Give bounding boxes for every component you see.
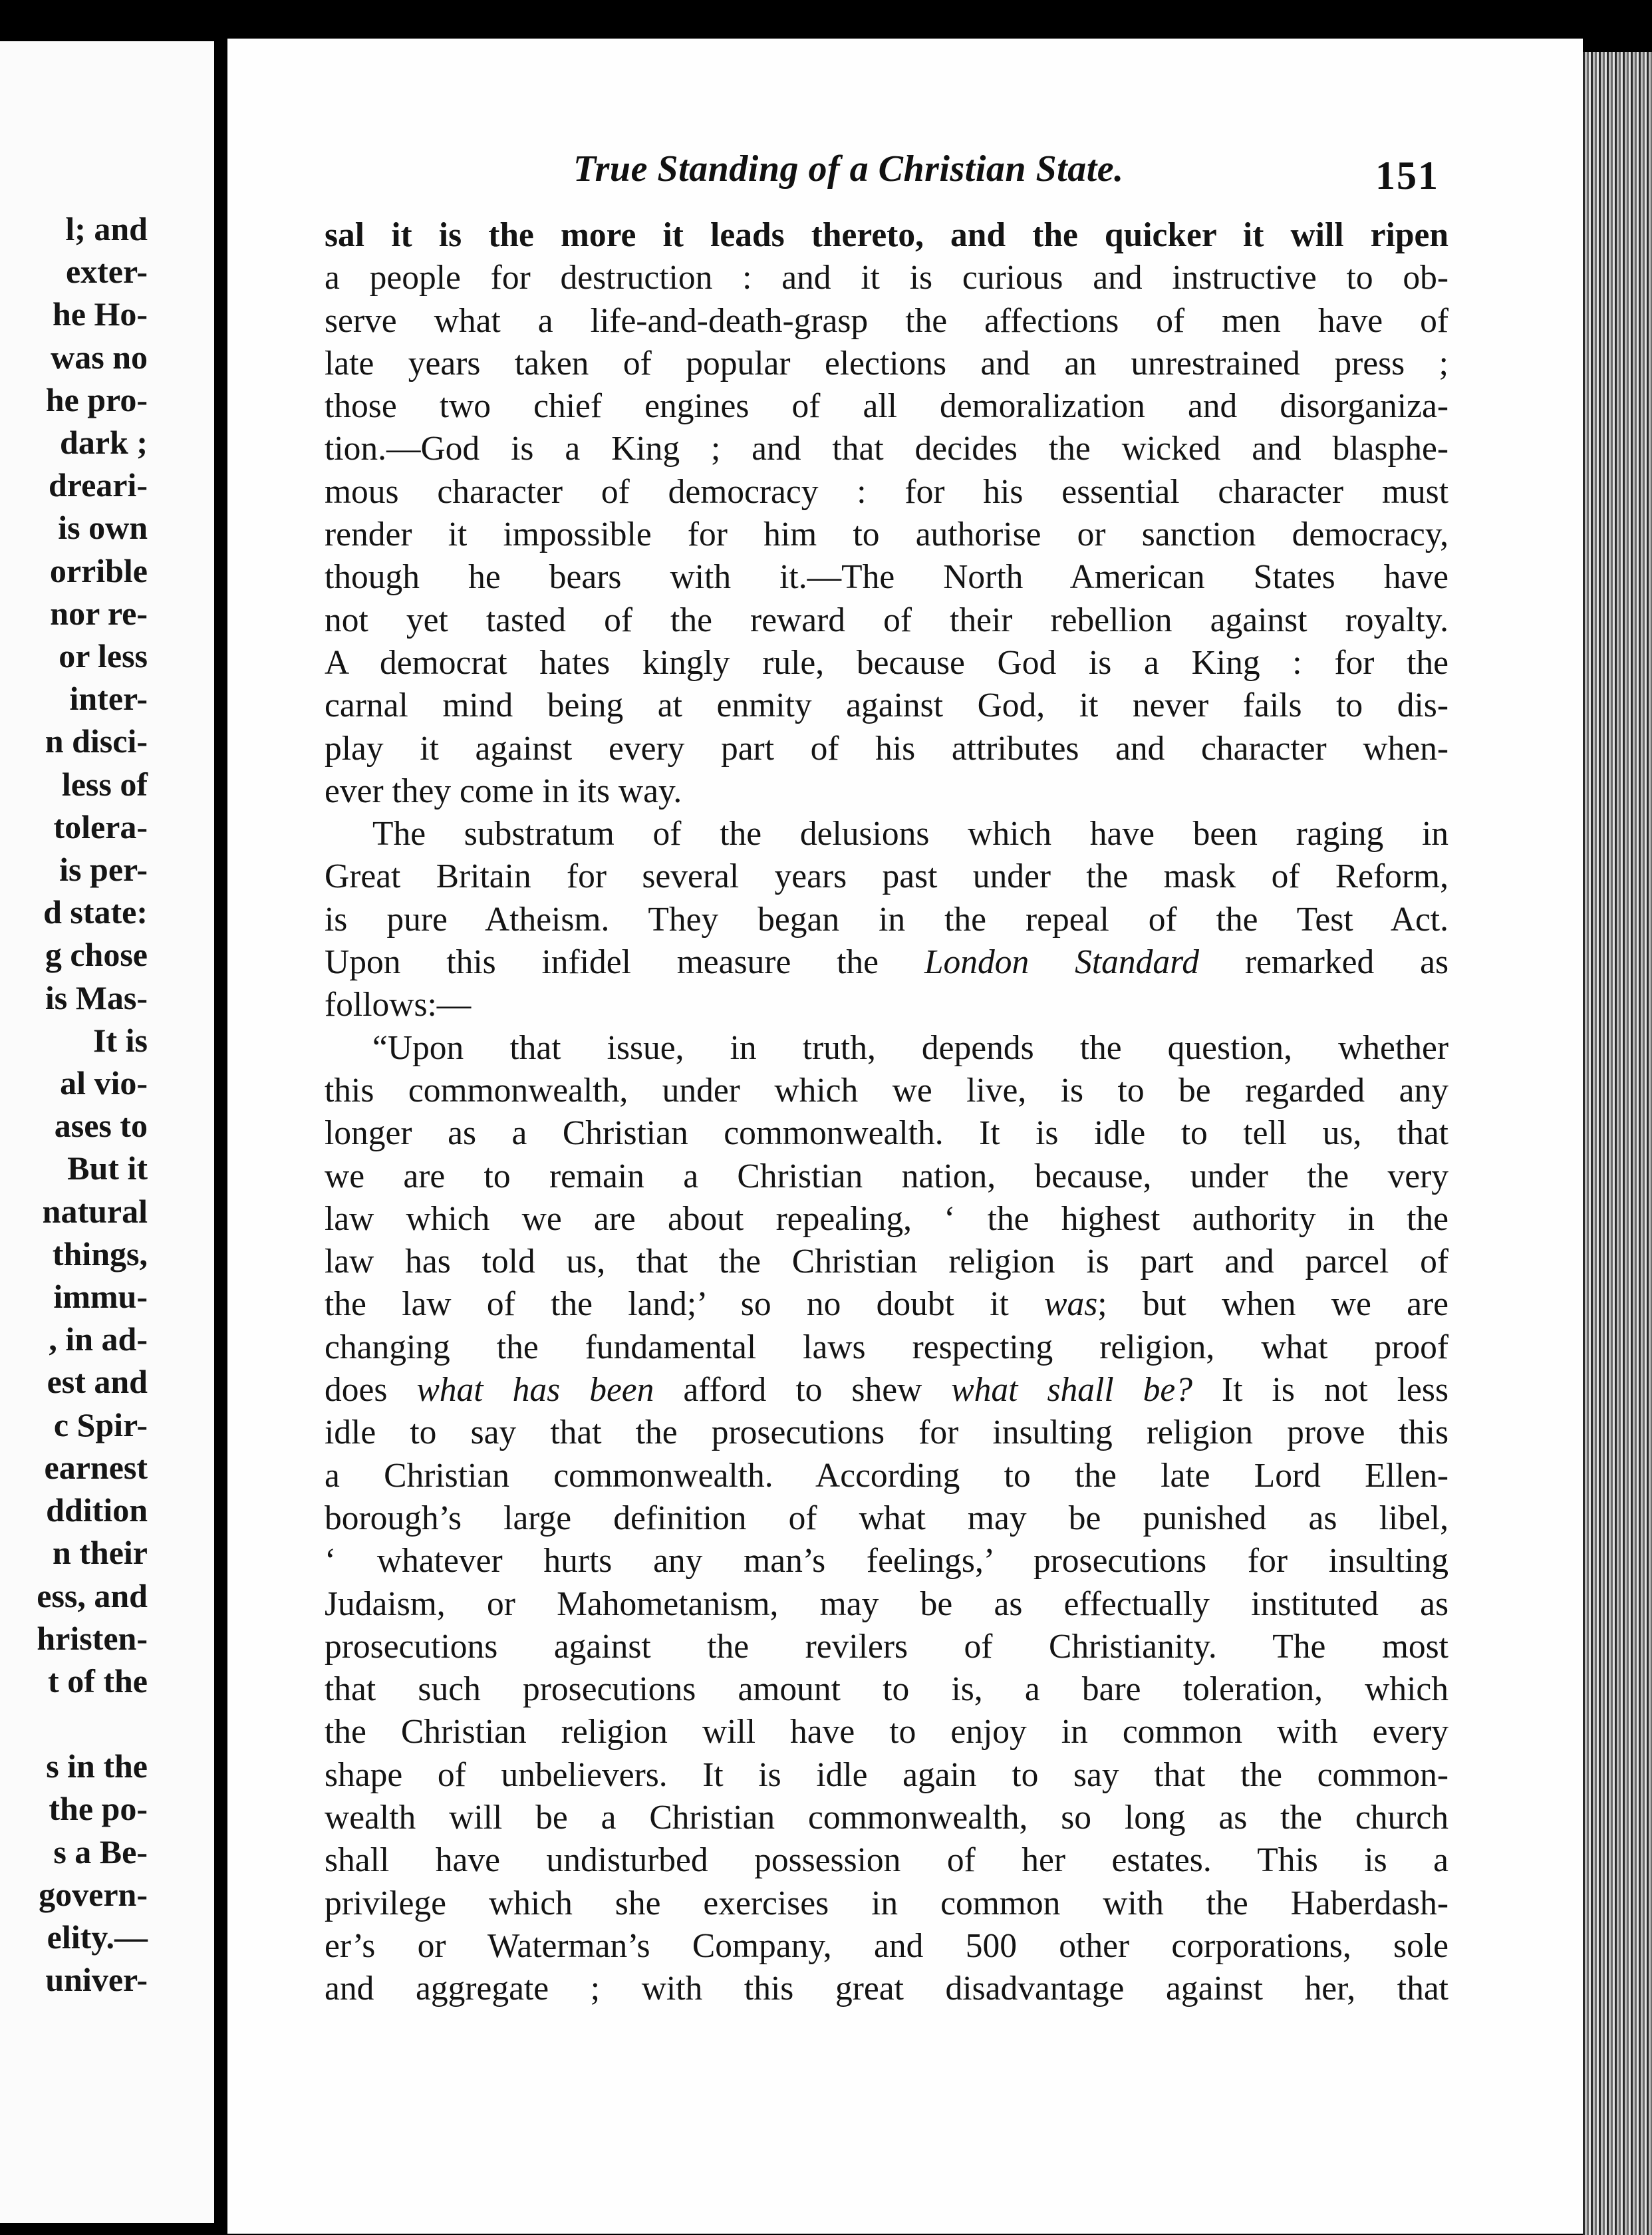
text-line: late years taken of popular elections and an unrestrained press ; (325, 344, 1448, 382)
text-line: does what has been afford to shew what shall be? It is not less (325, 1371, 1448, 1410)
facing-page-line: , in ad- (49, 1320, 148, 1358)
facing-page-line: govern- (39, 1875, 148, 1913)
facing-page-line: he Ho- (52, 295, 148, 333)
facing-page-line: is Mas- (45, 978, 148, 1016)
text-line: The substratum of the delusions which have been raging in (372, 815, 1448, 853)
facing-page-line: is own (58, 509, 148, 547)
facing-page-line: exter- (65, 253, 148, 291)
text-line: shape of unbelievers. It is idle again to say that the common- (325, 1755, 1448, 1794)
text-line: Judaism, or Mahometanism, may be as effectually instituted as (325, 1584, 1448, 1623)
text-line: the law of the land;’ so no doubt it was; but when we are (325, 1285, 1448, 1324)
facing-page-line: earnest (44, 1448, 148, 1486)
text-line: tion.—God is a King ; and that decides the wicked and blasphe- (325, 430, 1448, 468)
text-line: privilege which she exercises in common with the Haberdash- (325, 1884, 1448, 1922)
facing-page-line: n disci- (45, 722, 148, 760)
facing-page (0, 41, 214, 2223)
facing-page-line: ddition (46, 1491, 148, 1529)
facing-page-line: things, (52, 1235, 148, 1272)
facing-page-line: ases to (54, 1107, 148, 1145)
text-line: “Upon that issue, in truth, depends the question, whether (372, 1028, 1448, 1067)
facing-page-line: inter- (69, 680, 148, 718)
facing-page-line: d state: (43, 893, 148, 931)
text-line: er’s or Waterman’s Company, and 500 other corporations, sole (325, 1926, 1448, 1965)
facing-page-line: g chose (45, 936, 148, 974)
facing-page-line: s in the (46, 1747, 148, 1785)
facing-page-line: est and (47, 1363, 148, 1401)
text-line: ever they come in its way. (325, 772, 682, 810)
facing-page-line: It is (93, 1021, 148, 1059)
facing-page-line (0, 1702, 148, 1745)
facing-page-line: c Spir- (53, 1406, 148, 1443)
book-gutter (214, 0, 227, 2235)
text-line: longer as a Christian commonwealth. It is idle to tell us, that (325, 1114, 1448, 1153)
text-line: law which we are about repealing, ‘ the highest authority in the (325, 1199, 1448, 1238)
running-head: True Standing of a Christian State. (573, 148, 1124, 190)
text-line: follows:— (325, 986, 472, 1024)
text-line: mous character of democracy : for his essential character must (325, 472, 1448, 511)
text-line: sal it is the more it leads thereto, and the quicker it will ripen (325, 216, 1448, 254)
text-line: render it impossible for him to authorise or sanction democracy, (325, 516, 1448, 554)
facing-page-line: nor re- (50, 594, 148, 632)
facing-page-line: dreari- (48, 466, 148, 504)
text-line: the Christian religion will have to enjoy in common with every (325, 1713, 1448, 1751)
text-line: Great Britain for several years past under the mask of Reform, (325, 857, 1448, 896)
facing-page-line: less of (61, 765, 148, 803)
facing-page-line: univer- (45, 1961, 148, 1999)
facing-page-line: natural (42, 1192, 148, 1230)
text-line: we are to remain a Christian nation, because, under the very (325, 1157, 1448, 1195)
text-line: ‘ whatever hurts any man’s feelings,’ prosecutions for insulting (325, 1542, 1448, 1580)
text-line: Upon this infidel measure the London Standard remarked as (325, 943, 1448, 982)
text-line: law has told us, that the Christian religion is part and parcel of (325, 1243, 1448, 1281)
text-line: shall have undisturbed possession of her estates. This is a (325, 1841, 1448, 1880)
facing-page-line: dark ; (60, 424, 148, 462)
text-line: a people for destruction : and it is curious and instructive to ob- (325, 259, 1448, 297)
text-line: this commonwealth, under which we live, is to be regarded any (325, 1071, 1448, 1110)
text-line: changing the fundamental laws respecting religion, what proof (325, 1328, 1448, 1366)
text-line: though he bears with it.—The North American States have (325, 558, 1448, 597)
facing-page-line: orrible (49, 551, 148, 589)
facing-page-line: But it (67, 1149, 148, 1187)
facing-page-line: he pro- (45, 380, 148, 418)
text-line: a Christian commonwealth. According to the late Lord Ellen- (325, 1456, 1448, 1495)
text-line: idle to say that the prosecutions for insulting religion prove this (325, 1414, 1448, 1452)
text-line: carnal mind being at enmity against God, it never fails to dis- (325, 686, 1448, 725)
text-line: not yet tasted of the reward of their rebellion against royalty. (325, 601, 1448, 639)
text-line: play it against every part of his attributes and character when- (325, 729, 1448, 768)
text-line: A democrat hates kingly rule, because God is a King : for the (325, 643, 1448, 682)
facing-page-line: or less (59, 637, 148, 675)
page-number: 151 (1375, 154, 1439, 198)
facing-page-line: immu- (53, 1278, 148, 1316)
text-line: wealth will be a Christian commonwealth, so long as the church (325, 1798, 1448, 1837)
text-line: and aggregate ; with this great disadvantage against her, that (325, 1970, 1448, 2008)
text-line: serve what a life-and-death-grasp the affections of men have of (325, 301, 1448, 340)
text-line: prosecutions against the revilers of Christianity. The most (325, 1627, 1448, 1666)
facing-page-line: al vio- (60, 1064, 148, 1102)
facing-page-line: was no (51, 338, 148, 376)
facing-page-line: s a Be- (53, 1833, 148, 1870)
text-line: those two chief engines of all demoralization and disorganiza- (325, 387, 1448, 426)
facing-page-line: ess, and (37, 1576, 148, 1614)
text-line: that such prosecutions amount to is, a bare toleration, which (325, 1670, 1448, 1709)
text-line: is pure Atheism. They began in the repeal of the Test Act. (325, 900, 1448, 939)
facing-page-line: t of the (48, 1662, 148, 1700)
text-line: borough’s large definition of what may be punished as libel, (325, 1499, 1448, 1537)
facing-page-line: n their (52, 1534, 148, 1572)
page-edges (1583, 52, 1652, 2235)
facing-page-line: is per- (59, 851, 148, 889)
facing-page-line: elity.— (47, 1918, 148, 1956)
body-text (325, 214, 1448, 2010)
facing-page-line: hristen- (37, 1619, 148, 1657)
facing-page-text (0, 208, 148, 2001)
facing-page-line: l; and (65, 210, 148, 247)
facing-page-line: the po- (49, 1790, 148, 1828)
facing-page-line: tolera- (53, 808, 148, 845)
